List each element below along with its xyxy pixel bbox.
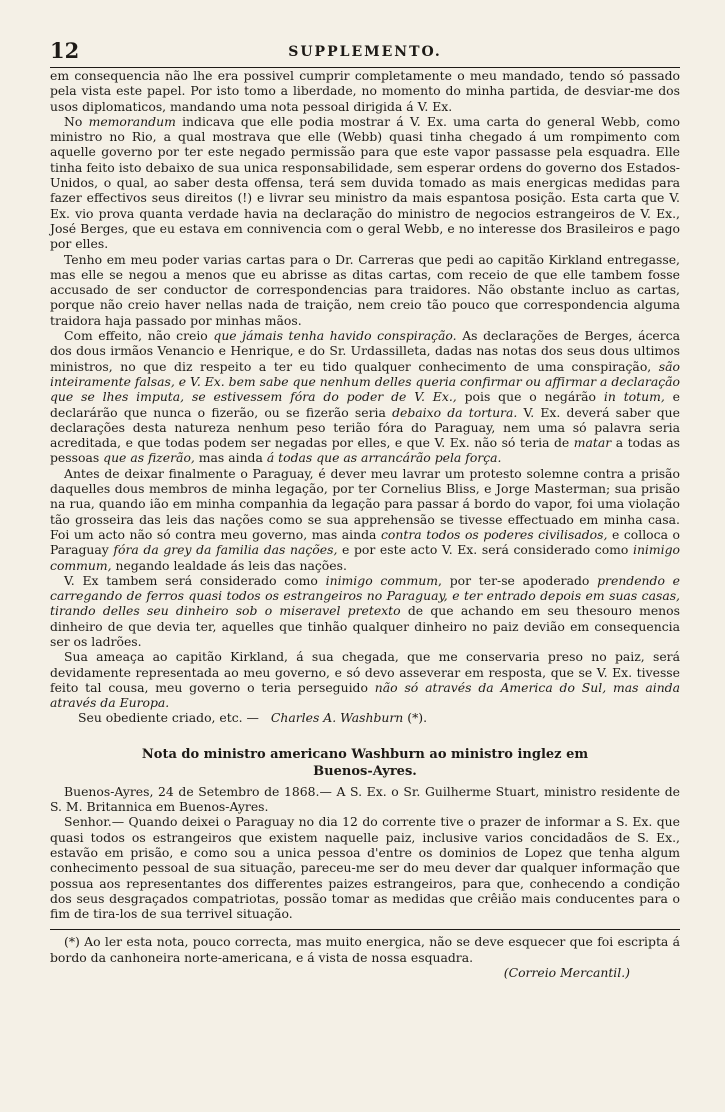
paragraph: em consequencia não lhe era possivel cumprir completamente o meu mandado, tendo só passado pela vista este papel. Por isto tomo a liberdade, no momento do minha partida, de desviar-me dos usos diplomaticos, mandando uma nota pessoal dirigida á V. Ex. xyxy=(50,68,680,114)
running-title: SUPPLEMENTO. xyxy=(288,44,442,60)
signature: Charles A. Washburn xyxy=(270,710,404,726)
italic-phrase: memorandum xyxy=(88,113,176,129)
note-body xyxy=(50,784,680,922)
italic-phrase: debaixo da tortura. xyxy=(392,404,518,420)
paragraph: Buenos-Ayres, 24 de Setembro de 1868.— A S. Ex. o Sr. Guilherme Stuart, ministro residente de S. M. Britannica em Buenos-Ayres. xyxy=(50,783,680,815)
paragraph: Com effeito, não creio que jámais tenha havido conspiração. As declarações de Berges, ácerca dos dous irmãos Venancio e Henrique, e do Sr. Urdassilleta, dadas nas notas dos seus dous ultimos ministros, no que diz respeito a ter eu tido qualquer conhecimento de uma conspiração, são inteiramente falsas, e V. Ex. bem sabe que nenhum delles queria confirmar ou affirmar a declaração que se lhes imputa, se estivessem fóra do poder de V. Ex., pois que o negárão in totum, e declarárão que nunca o fizerão, ou se fizerão seria debaixo da tortura. V. Ex. deverá saber que declarações desta natureza nenhum peso terião fóra do Paraguay, nem uma só palavra seria acreditada, e que todas podem ser negadas por elles, e que V. Ex. não só teria de matar a todas as pessoas que as fizerão, mas ainda á todas que as arrancárão pela força. xyxy=(50,328,681,466)
italic-phrase: fóra da grey da familia das nações, xyxy=(113,542,338,558)
footnote: (*) Ao ler esta nota, pouco correcta, mas muito energica, não se deve esquecer que foi escripta á bordo da canhoneira norte-americana, e á vista de nossa esquadra. xyxy=(50,934,680,965)
italic-phrase: contra todos os poderes civilisados, xyxy=(380,526,608,542)
italic-phrase: que as fizerão, xyxy=(103,450,195,466)
document-page xyxy=(50,38,680,980)
letter-body xyxy=(50,68,680,726)
footnote-mark: (*). xyxy=(407,710,428,726)
header-rule xyxy=(50,67,680,68)
paragraph: V. Ex tambem será considerado como inimigo commum, por ter-se apoderado prendendo e carregando de ferros quasi todos os estrangeiros no Paraguay, e ter entrado depois em suas casas, tirando delles seu dinheiro sob o miseravel pretexto de que achando em seu thesouro menos dinheiro de que devia ter, aquelles que tinhão qualquer dinheiro no paiz devião em consequencia ser os ladrões. xyxy=(50,572,681,649)
italic-phrase: são inteiramente falsas, e V. Ex. bem sabe que nenhum delles queria confirmar ou affirmar a declaração que se lhes imputa, se estivessem fóra do poder de V. Ex., xyxy=(50,358,680,405)
signoff: Seu obediente criado, etc. — Charles A. Washburn (*). xyxy=(78,710,428,726)
italic-phrase: in totum, xyxy=(603,389,665,405)
italic-phrase: matar xyxy=(573,435,612,451)
footnote-source: (Correio Mercantil.) xyxy=(503,965,630,981)
section-heading: Nota do ministro americano Washburn ao ministro inglez em Buenos-Ayres. xyxy=(141,746,589,779)
paragraph: Sua ameaça ao capitão Kirkland, á sua chegada, que me conservaria preso no paiz, será devidamente representada ao meu governo, e só devo asseverar em resposta, que se V. Ex. tivesse feito tal cousa, meu governo o teria perseguido não só através da America do Sul, mas ainda através da Europa. xyxy=(50,649,680,711)
italic-phrase: prendendo e carregando de ferros quasi todos os estrangeiros no Paraguay, e ter entrado depois em suas casas, tirando delles seu dinheiro sob o miseravel pretexto xyxy=(50,572,681,619)
footnote-rule xyxy=(50,929,680,930)
page-header xyxy=(50,38,680,68)
paragraph: Tenho em meu poder varias cartas para o Dr. Carreras que pedi ao capitão Kirkland entregasse, mas elle se negou a menos que eu abrisse as ditas cartas, com receio de que elle tambem fosse accusado de ser conductor de correspondencias para traidores. Não obstante incluo as cartas, porque não creio haver nellas nada de traição, nem creio tão pouco que correspondencia alguma traidora haja passado por minhas mãos. xyxy=(50,251,680,328)
italic-phrase: não só através da America do Sul, mas ainda através da Europa. xyxy=(50,679,680,711)
paragraph: No memorandum indicava que elle podia mostrar á V. Ex. uma carta do general Webb, como ministro no Rio, a qual mostrava que elle (Webb) quasi tinha chegado á um rompimento com aquelle governo por ter este negado permissão para que este vapor passasse pela esquadra. Elle tinha feito isto debaixo de sua unica responsabilidade, sem esperar ordens do governo dos Estados-Unidos, o qual, ao saber desta offensa, terá sem duvida tomado as mais energicas medidas para fazer effectivos seus direitos (!) e livrar seu ministro da mais espantosa posição. Esta carta que V. Ex. vio prova quanta verdade havia na declaração do ministro de negocios estrangeiros de V. Ex., José Berges, que eu estava em connivencia com o geral Webb, e no interesse dos Brasileiros e pago por elles. xyxy=(50,113,680,252)
paragraph: Antes de deixar finalmente o Paraguay, é dever meu lavrar um protesto solemne contra a prisão daquelles dous membros de minha legação, por ter Cornelius Bliss, e Jorge Masterman; sua prisão na rua, quando ião em minha companhia da legação para passar á bordo do vapor, foi uma violação tão grosseira das leis das nações como se sua apprehensão se tivesse effectuado em minha casa. Foi um acto não só contra meu governo, mas ainda contra todos os poderes civilisados, e colloca o Paraguay fóra da grey da familia das nações, e por este acto V. Ex. será considerado como inimigo commum, negando lealdade ás leis das nações. xyxy=(50,465,680,573)
italic-phrase: inimigo commum, xyxy=(50,542,680,573)
italic-phrase: á todas que as arrancárão pela força. xyxy=(266,450,502,466)
italic-phrase: inimigo commum xyxy=(325,572,439,588)
paragraph: Senhor.— Quando deixei o Paraguay no dia 12 do corrente tive o prazer de informar a S. Ex. que quasi todos os estrangeiros que existem naquelle paiz, inclusive varios concidadãos de S. Ex., estavão em prisão, e como sou a unica pessoa d'entre os dominios de Lopez que tenha algum conhecimento pessoal de sua situação, pareceu-me ser do meu dever dar qualquer informação que possua aos representantes dos differentes paizes estrangeiros, para que, conhecendo a condição dos seus desgraçados compatriotas, possão tomar as medidas que crêião mais conducentes para o fim de tira-los de sua terrivel situação. xyxy=(50,814,680,922)
page-number: 12 xyxy=(50,38,80,63)
italic-phrase: que jámais tenha havido conspiração. xyxy=(213,328,457,344)
